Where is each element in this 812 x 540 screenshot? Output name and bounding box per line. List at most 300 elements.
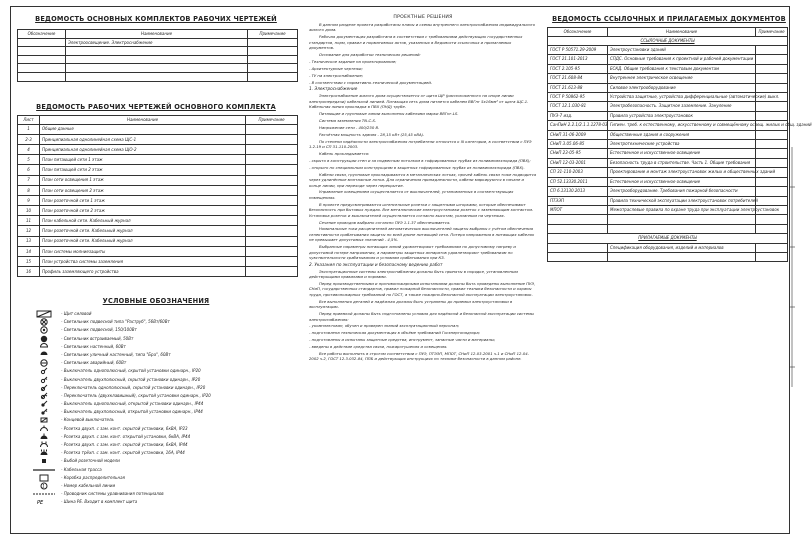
paragraph: Все работы выполнить в строгом соответствии с ПУЭ, ПТЭЭП, МПОТ, СНиП 12-03-2001 ч.1 и СНиП 12-04-2002 ч.2, ГОСТ 12.3.032-84, ППБ и действующих инструкциях по технике безопасности в данном районе. <box>309 351 530 362</box>
table-row <box>548 177 788 186</box>
legend-symbol-icon <box>31 416 57 424</box>
table-row <box>18 144 298 154</box>
table-cell <box>756 177 788 186</box>
subheading-row <box>548 234 788 243</box>
table-cell: СНиП 12-03-2001 <box>548 158 608 167</box>
table-cell: 2-3 <box>18 134 40 144</box>
legend-item <box>31 457 291 465</box>
table-row <box>548 111 788 120</box>
table-cell: СП 6.13130.2013 <box>548 187 608 196</box>
table-cell: ПУЭ-7 изд. <box>548 111 608 120</box>
table-row <box>548 243 788 252</box>
table-row <box>18 72 298 81</box>
legend-text: - Выключатель однополюсный, открытой установки одинарн., IP44 <box>61 401 204 407</box>
legend-symbol-icon <box>31 490 57 498</box>
table-cell <box>756 46 788 55</box>
legend-item <box>31 408 291 416</box>
column-header: Наименование <box>40 116 246 125</box>
table-cell: План розеточной сети 1 этаж <box>40 195 246 205</box>
table-cell: ГОСТ 2.105-95 <box>548 64 608 73</box>
legend-item <box>31 482 291 490</box>
table-cell: МПОТ <box>548 205 608 214</box>
table-cell <box>548 243 608 252</box>
legend-symbol-icon <box>31 310 57 318</box>
table-row <box>548 205 788 214</box>
table-cell <box>246 216 298 226</box>
table-cell <box>548 224 608 233</box>
table-row <box>18 124 298 134</box>
legend-symbol-icon <box>31 441 57 449</box>
table-cell <box>756 196 788 205</box>
table-cell: СНиП 23-05-95 <box>548 149 608 158</box>
legend-text: - Кабельная трасса <box>61 466 102 472</box>
paragraph: Электроснабжение жилого дома осуществляется от щита ЩР (расположенного на опоре линии электропередачи) кабельной линией. Питающая сеть дома питается кабелем ВВГнг 5х16мм² от щита ЩС-1. Кабельная линия прокладка в ПВХ (ПНД) трубе. <box>309 93 529 110</box>
table-row <box>548 196 788 205</box>
table-row <box>18 236 298 246</box>
subheading: ПРИЛАГАЕМЫЕ ДОКУМЕНТЫ <box>548 234 788 243</box>
table-cell: Гигиен. треб. к естественному, искусственному и совмещённому освещ. жилых и общ. зданий <box>608 121 756 130</box>
table-cell: Общественные здания и сооружения <box>608 130 756 139</box>
legend-item <box>31 466 291 474</box>
legend-item <box>31 343 291 351</box>
section-1-heading: 1. Электроснабжение <box>309 86 358 92</box>
paragraph: - открыто по специальным конструкциям в защитных гофрированных трубах из поливинилхлорида (ПВХ). <box>309 164 525 170</box>
table-cell <box>756 224 788 233</box>
legend-text: - Выключатель двухполюсный, открытой установки одинарн., IP44 <box>61 409 203 415</box>
table-cell <box>756 243 788 252</box>
table-cell: Электроустановки зданий <box>608 46 756 55</box>
table-cell <box>246 267 298 277</box>
table-cell: Правила устройства электроустановок <box>608 111 756 120</box>
table-cell: 11 <box>18 216 40 226</box>
table-cell: Электробезопасность. Защитное заземление. Зануление <box>608 102 756 111</box>
table-cell <box>756 252 788 261</box>
paragraph: Основание для разработки технических решений: <box>319 51 421 57</box>
legend-symbol-icon <box>31 400 57 408</box>
legend-item <box>31 416 291 424</box>
table-cell <box>246 124 298 134</box>
legend-text: - Щит силовой <box>61 311 92 316</box>
paragraph: По степени надёжности электроснабжения потребители относятся к III категории, в соответствии с ПУЭ 1.2.19 и СП 31-110-2003. <box>309 138 532 150</box>
legend-symbol-icon <box>31 359 57 367</box>
paragraph: - Архитектурные чертежи; <box>309 65 363 71</box>
references-title: ВЕДОМОСТЬ ССЫЛОЧНЫХ И ПРИЛАГАЕМЫХ ДОКУМЕНТОВ <box>552 15 786 23</box>
table-cell <box>756 187 788 196</box>
table-cell <box>756 149 788 158</box>
legend-text: - Проводник системы уравнивания потенциалов <box>61 491 164 497</box>
table-cell: ГОСТ 12.1.030-81 <box>548 102 608 111</box>
table-cell: План кабельной сети. Кабельный журнал <box>40 216 246 226</box>
table-cell <box>246 155 298 165</box>
legend <box>31 310 291 507</box>
paragraph: Все выполнения деталей и надёжная должны быть устранены до приемки электроустановки в эксплуатацию. <box>309 298 513 310</box>
legend-item <box>31 425 291 433</box>
legend-symbol-icon <box>31 376 57 384</box>
legend-item <box>31 310 291 318</box>
table-cell: ПТЭЭП <box>548 196 608 205</box>
legend-text: - Розетка двухп. с зам. конт. скрытой установки, 6кВА, IP44 <box>61 442 188 447</box>
paragraph: Рабочая документация разработана в соответствии с требованиями действующих государственных стандартов, норм, правил и нормативных актов, указанных в Ведомости ссылочных и прилагаемых документов. <box>309 34 523 51</box>
legend-text: - Номер кабельной линии <box>61 482 116 488</box>
table-header <box>18 30 298 39</box>
table-row <box>18 175 298 185</box>
table-row <box>18 216 298 226</box>
table-cell <box>18 64 66 73</box>
table-row <box>18 64 298 73</box>
paragraph: - В соответствии с нормативно-технической документацией. <box>309 79 433 85</box>
legend-text: - Розетка двухп. с зам. конт. открытой установки, 6кВА, IP44 <box>61 433 191 439</box>
legend-text: - Шина PE. Входит в комплект щита <box>61 499 138 505</box>
legend-text: - Коробка распределительная <box>61 474 125 480</box>
svg-text:PE: PE <box>37 500 44 507</box>
paragraph: Перед производственными и противопожарными испытаниями должны быть проведены выполнение ПУЭ, СНиП, государственных стандартов, правил пожарной безопасности, правил техники безопасности и охраны труда, противопожарных требований по ГОСТ, а также пожарно-безопасной эксплуатации электроустановок. <box>309 281 536 297</box>
table-cell <box>756 55 788 64</box>
paragraph: Кабель прокладывается: <box>319 151 370 157</box>
table-cell: План розеточной сети. Кабельный журнал <box>40 236 246 246</box>
table-cell: ГОСТ 21.613-88 <box>548 83 608 92</box>
legend-text: - Светильник уличный настенный, типа "Бра", 60Вт <box>61 351 171 357</box>
legend-text: - Выключатель двухполюсный, скрытой установки одинарн., IP20 <box>61 376 201 382</box>
table-cell: Электрооборудование. Требования пожарной безопасности <box>608 187 756 196</box>
table-cell: Естественное и искусственное освещение <box>608 177 756 186</box>
legend-item <box>31 318 291 326</box>
table-cell: План питающей сети 2 этаж <box>40 165 246 175</box>
table-cell <box>608 215 756 224</box>
table-row <box>548 149 788 158</box>
table-cell <box>246 175 298 185</box>
table-cell: План розеточной сети 2 этаж <box>40 206 246 216</box>
table-row <box>548 187 788 196</box>
paragraph: Номинальные токи расцепителей автоматических выключателей защиты выбраны с учётом обеспечения селективности срабатывания защиты по всей длине питающей сети. Потеря напряжения в питающих кабелях не превышает допустимых значений - 4,5%. <box>309 226 535 243</box>
legend-text: - Светильник подвесной типа "Раструб", 56Вт/60Вт <box>61 319 170 325</box>
table-row <box>548 215 788 224</box>
column-header: Обозначение <box>548 28 608 37</box>
table-cell <box>18 72 66 81</box>
table-row <box>18 155 298 165</box>
paragraph: - подготовлены и испытаны защитные средства, инструмент, запасные части и материалы; <box>309 337 496 343</box>
table-cell <box>66 72 248 81</box>
table-cell <box>246 257 298 267</box>
table-cell <box>246 144 298 154</box>
legend-text: - Выключатель однополюсный, скрытой установки одинарн., IP20 <box>61 368 201 374</box>
table-row <box>18 38 298 47</box>
paragraph: - скрыто в конструкции стен и за подвесным потолком в гофрированных трубах из поливинилхлорида (ПВХ); <box>309 157 531 163</box>
column-header: Обозначение <box>18 30 66 39</box>
table-cell: 14 <box>18 246 40 256</box>
table-cell: 9 <box>18 195 40 205</box>
table-cell <box>246 185 298 195</box>
legend-text: - Переключатель однополюсный, скрытой установки одинарн., IP20 <box>61 384 206 390</box>
table-cell <box>18 47 66 56</box>
table-cell: СПДС. Основные требования к проектной и рабочей документации <box>608 55 756 64</box>
table-cell <box>756 64 788 73</box>
paragraph: - введены в действие средства связи, пожаротушения и освещения. <box>309 344 448 350</box>
table-cell: 10 <box>18 206 40 216</box>
legend-symbol-icon <box>31 474 57 482</box>
table-header <box>18 116 298 125</box>
legend-text: - Светильник встраиваемый, 50Вт <box>61 335 134 341</box>
table-cell <box>66 47 248 56</box>
table-cell <box>246 195 298 205</box>
paragraph: Питающие и групповые линии выполнены кабелями марки ВВГнг-LS. <box>319 111 459 117</box>
legend-symbol-icon <box>31 433 57 441</box>
main-sets-title: ВЕДОМОСТЬ ОСНОВНЫХ КОМПЛЕКТОВ РАБОЧИХ ЧЕРТЕЖЕЙ <box>35 15 277 23</box>
table-cell: 4 <box>18 144 40 154</box>
table-cell: Электроосвещение. Электроснабжение <box>66 38 248 47</box>
table-row <box>18 47 298 56</box>
legend-text: - Концевой выключатель <box>61 417 114 423</box>
table-row <box>548 158 788 167</box>
paragraph: - Техническое задание на проектирование; <box>309 58 397 64</box>
table-row <box>548 46 788 55</box>
table-cell: План питающей сети 1 этаж <box>40 155 246 165</box>
legend-symbol-icon <box>31 449 57 457</box>
legend-item <box>31 400 291 408</box>
column-header: Лист <box>18 116 40 125</box>
table-cell <box>756 140 788 149</box>
table-cell: ЕСКД. Общие требования к текстовым документам <box>608 64 756 73</box>
paragraph: Напряжение сети - 400/230 В. <box>319 124 380 130</box>
right-column <box>547 7 812 533</box>
legend-symbol-icon <box>31 384 57 392</box>
table-cell <box>756 74 788 83</box>
table-cell: Принципиальная однолинейная схема ЩС-1 <box>40 134 246 144</box>
legend-text: - Светильник настенный, 60Вт <box>61 343 126 349</box>
table-row <box>18 246 298 256</box>
legend-text: - Светильник аварийный, 60Вт <box>61 360 127 366</box>
table-row <box>18 134 298 144</box>
table-cell: 15 <box>18 257 40 267</box>
legend-symbol-icon <box>31 326 57 334</box>
table-row <box>548 130 788 139</box>
table-row <box>548 55 788 64</box>
paragraph: Расчётная мощность здания - 28,15 кВт (25,45 кВА). <box>319 131 425 137</box>
table-cell: План устройства системы заземления <box>40 257 246 267</box>
legend-symbol-icon <box>31 408 57 416</box>
legend-text: - Розетка трёхп. с зам. конт. скрытой установки, 16А, IP44 <box>61 450 185 456</box>
legend-symbol-icon <box>31 498 57 506</box>
paragraph: В данном разделе проекта разработаны планы и схемы внутреннего электроснабжения индивидуального жилого дома. <box>309 21 536 33</box>
table-cell <box>246 246 298 256</box>
paragraph: - подготовлена техническая документация в объёме требований Госэнергонадзора; <box>309 330 480 336</box>
table-row <box>548 93 788 102</box>
table-cell: Общие данные <box>40 124 246 134</box>
table-cell <box>248 72 298 81</box>
column-header: Примечание <box>246 116 298 125</box>
paragraph: Перед приемкой должны быть подготовлены условия для надёжной и безопасной эксплуатации системы электроснабжения: <box>309 311 534 322</box>
drawings-list-title: ВЕДОМОСТЬ РАБОЧИХ ЧЕРТЕЖЕЙ ОСНОВНОГО КОМПЛЕКТА <box>36 103 276 111</box>
legend-item <box>31 498 291 506</box>
table-cell: СНиП 3.05.06-85 <box>548 140 608 149</box>
table-row <box>548 121 788 130</box>
main-sets-table <box>17 29 298 82</box>
paragraph: Управление освещением осуществляется от выключателей, установленных в соответствующих помещениях. <box>309 189 514 200</box>
table-cell <box>756 102 788 111</box>
table-cell <box>246 206 298 216</box>
paragraph: - укомплектован, обучен и проверен знаний эксплуатационный персонал; <box>309 323 460 329</box>
table-cell <box>18 38 66 47</box>
table-row <box>548 83 788 92</box>
legend-item <box>31 351 291 359</box>
table-cell: 5 <box>18 155 40 165</box>
table-cell <box>756 130 788 139</box>
table-cell <box>246 236 298 246</box>
drawing-sheet <box>10 6 812 534</box>
table-cell: Спецификация оборудования, изделий и материалов <box>608 243 756 252</box>
table-cell <box>548 252 608 261</box>
table-cell <box>248 64 298 73</box>
legend-symbol-icon <box>31 318 57 326</box>
paragraph: Система заземления TN-C-S. <box>319 118 377 123</box>
table-row <box>548 252 788 261</box>
table-cell <box>246 226 298 236</box>
table-row <box>18 226 298 236</box>
table-header <box>548 28 788 37</box>
table-cell <box>548 215 608 224</box>
table-cell <box>248 47 298 56</box>
table-cell <box>246 134 298 144</box>
legend-item <box>31 474 291 482</box>
legend-item <box>31 433 291 441</box>
legend-item <box>31 335 291 343</box>
table-cell: 16 <box>18 267 40 277</box>
legend-item <box>31 376 291 384</box>
table-cell <box>756 83 788 92</box>
legend-item <box>31 441 291 449</box>
paragraph: В проекте предусматриваются штепсельные розетки с защитными шторками, которые обеспечивают безопасность при бытовых нуждах. Все металлические электроустановки розеток с заземляющим контактом. Установка розеток и выключателей осуществляется согласно высотам, указанным на чертежах. <box>309 201 534 218</box>
table-cell <box>756 158 788 167</box>
table-cell: СП 31-110-2003 <box>548 168 608 177</box>
table-cell: 12 <box>18 226 40 236</box>
table-cell: ГОСТ Р 50571.29-2009 <box>548 46 608 55</box>
legend-text: - Переключатель (двухклавишный), скрытой установки одинарн., IP20 <box>61 392 211 398</box>
legend-text: - Розетка двухп. с зам. конт. скрытой установки, 6кВА, IP23 <box>61 425 188 431</box>
table-cell: ГОСТ 21.101-2013 <box>548 55 608 64</box>
table-row <box>18 195 298 205</box>
table-cell: Устройства защитные, устройства дифференциальные (автоматические) выкл. <box>608 93 756 102</box>
legend-symbol-icon <box>31 457 57 465</box>
drawings-list-table <box>17 115 298 277</box>
table-cell: 13 <box>18 236 40 246</box>
table-row <box>18 267 298 277</box>
table-cell: Естественное и искусственное освещение <box>608 149 756 158</box>
paragraph: Сечение проводов выбрано согласно ПУЭ 1.1.37 обеспечивается. <box>319 219 451 225</box>
table-row <box>18 165 298 175</box>
middle-column <box>303 7 543 533</box>
legend-symbol-icon <box>31 482 57 490</box>
table-row <box>548 168 788 177</box>
table-cell: Безопасность труда в строительстве. Часть 1. Общие требования <box>608 158 756 167</box>
table-cell: Профиль заземляющего устройства <box>40 267 246 277</box>
table-cell: ГОСТ 21.608-84 <box>548 74 608 83</box>
legend-symbol-icon <box>31 343 57 351</box>
table-cell <box>18 55 66 64</box>
table-cell <box>248 38 298 47</box>
paragraph: - ТУ на электроснабжение; <box>309 72 364 78</box>
table-row <box>548 140 788 149</box>
table-cell: План системы молниезащиты <box>40 246 246 256</box>
table-cell <box>66 55 248 64</box>
table-cell: Проектирование и монтаж электроустановок жилых и общественных зданий <box>608 168 756 177</box>
table-cell: Электротехнические устройства <box>608 140 756 149</box>
frame-marks <box>789 147 795 387</box>
table-cell: План сети освещения 1 этаж <box>40 175 246 185</box>
legend-text: - Светильник подвесной, 150/100Вт <box>61 327 137 333</box>
table-cell <box>608 252 756 261</box>
legend-symbol-icon <box>31 367 57 375</box>
table-row <box>548 64 788 73</box>
table-cell: 8 <box>18 185 40 195</box>
design-decisions-text <box>309 15 537 363</box>
table-cell: Межотраслевые правила по охране труда при эксплуатации электроустановок <box>608 205 756 214</box>
legend-item <box>31 392 291 400</box>
column-header: Наименование <box>608 28 756 37</box>
table-cell: 7 <box>18 175 40 185</box>
table-cell: Внутреннее электрическое освещение <box>608 74 756 83</box>
legend-item <box>31 367 291 375</box>
column-header: Примечание <box>248 30 298 39</box>
table-cell <box>66 64 248 73</box>
paragraph: Эксплуатационные системы электроснабжения должны быть приняты в порядке, установленным действующими правилами и нормами. <box>309 268 518 280</box>
legend-symbol-icon <box>31 466 57 474</box>
table-row <box>18 185 298 195</box>
legend-symbol-icon <box>31 425 57 433</box>
table-cell <box>246 165 298 175</box>
table-cell <box>608 224 756 233</box>
table-cell <box>756 111 788 120</box>
table-cell <box>248 55 298 64</box>
table-cell: ГОСТ Р 50862-95 <box>548 93 608 102</box>
table-cell: 6 <box>18 165 40 175</box>
table-row <box>548 74 788 83</box>
table-row <box>18 55 298 64</box>
table-cell: План сети освещения 2 этаж <box>40 185 246 195</box>
legend-text: - Выбой розеточной модели <box>61 458 120 464</box>
legend-title: УСЛОВНЫЕ ОБОЗНАЧЕНИЯ <box>102 297 210 305</box>
subheading: ССЫЛОЧНЫЕ ДОКУМЕНТЫ <box>548 36 788 45</box>
section-2-heading: 2. Указания по эксплуатации и безопасному ведению работ <box>309 261 443 267</box>
table-cell <box>756 215 788 224</box>
table-cell: Правила технической эксплуатации электроустановок потребителей <box>608 196 756 205</box>
table-row <box>548 102 788 111</box>
design-heading: ПРОЕКТНЫЕ РЕШЕНИЯ <box>393 15 453 20</box>
legend-item <box>31 449 291 457</box>
left-column <box>11 7 301 533</box>
legend-symbol-icon <box>31 335 57 343</box>
references-table <box>547 27 812 262</box>
table-row <box>18 206 298 216</box>
subheading-row <box>548 36 788 45</box>
legend-symbol-icon <box>31 392 57 400</box>
legend-item <box>31 359 291 367</box>
svg-text:1: 1 <box>42 483 45 489</box>
table-cell: СП 52.13330.2011 <box>548 177 608 186</box>
paragraph: Выбранные параметры питающих линий удовлетворяют требованиям по допустимому нагреву и допустимой потере напряжения, а параметры защитных аппаратов удовлетворяют требованиям по чувствительности срабатывания и условиям срабатывания при КЗ. <box>309 244 516 260</box>
table-cell: СанПиН 2.2.1/2.1.1.1278-03 <box>548 121 608 130</box>
table-row <box>548 224 788 233</box>
legend-item <box>31 326 291 334</box>
column-header: Наименование <box>66 30 248 39</box>
table-row <box>18 257 298 267</box>
table-cell: СНиП 31-06-2009 <box>548 130 608 139</box>
table-cell: План розеточной сети. Кабельный журнал <box>40 226 246 236</box>
legend-item <box>31 384 291 392</box>
paragraph: Кабели связи, групповые прокладываются в металлических лотках, прочей кабель связи тоже подводится через удлинённые монтажные лотки. Для ограничения принадлежности, кабели маркируются в начале и конце линии, при переходе через перекрытие. <box>309 171 537 188</box>
table-cell: Силовое электрооборудование <box>608 83 756 92</box>
table-cell: Принципиальная однолинейная схема ЩО-2 <box>40 144 246 154</box>
legend-symbol-icon <box>31 351 57 359</box>
column-header: Примечание <box>756 28 788 37</box>
